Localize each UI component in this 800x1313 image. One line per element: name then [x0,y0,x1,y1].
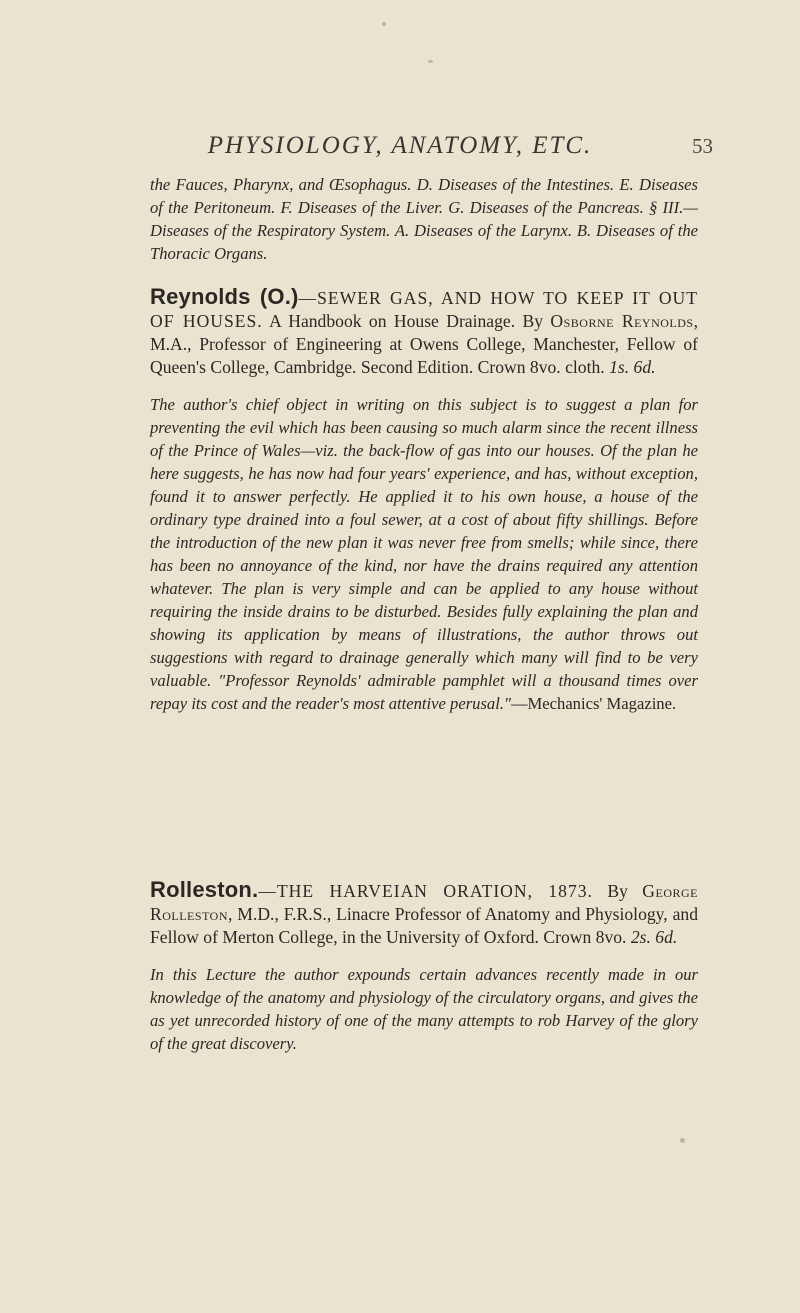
entry-heading [150,285,698,379]
ink-speck [428,60,433,63]
entry-description: By [592,881,643,901]
entry-review [150,393,698,715]
entry-reynolds [150,285,698,715]
entry-description: A Handbook on House Drainage. By [262,311,551,331]
ink-speck [680,1138,685,1143]
entry-description: , M.A., Professor of Engineering at Owens College, Manchester, Fellow of Queen's College, Cambridge. Second Edition. Crown 8vo. cloth. [150,311,698,377]
entry-price: 1s. 6d. [609,357,656,377]
entry-title: —SEWER GAS, AND HOW TO KEEP IT OUT OF HOUSES. [150,288,698,331]
entry-price: 2s. 6d. [630,927,678,947]
entry-author: Rolleston. [150,877,259,902]
entry-review [150,963,698,1055]
continuation-text: the Fauces, Pharynx, and Œsophagus. D. Diseases of the Intestines. E. Diseases of the Peritoneum. F. Diseases of the Liver. G. Diseases of the Pancreas. § III.—Diseases of the Respiratory System. A. Diseases of the Larynx. B. Diseases of the Thoracic Organs. [150,175,698,263]
continuation-paragraph [150,173,698,265]
ink-speck [382,22,386,26]
entry-title: —THE HARVEIAN ORATION, 1873. [258,881,593,901]
review-source: —Mechanics' Magazine. [510,694,677,713]
entry-description: , M.D., F.R.S., Linacre Professor of Anatomy and Physiology, and Fellow of Merton College, in the University of Oxford. Crown 8vo. [150,904,698,947]
entry-heading [150,878,698,949]
entry-author-name: George Rolleston [150,881,698,924]
page-number: 53 [692,134,713,158]
entry-author-name: Osborne Reynolds [550,311,694,331]
review-text: In this Lecture the author expounds certain advances recently made in our knowledge of the anatomy and physiology of the circulatory organs, and gives the as yet unrecorded history of one of the many attempts to rob Harvey of the glory of the great discovery. [150,965,698,1053]
entry-author: Reynolds (O.) [150,284,299,309]
entry-rolleston [150,878,698,1055]
running-head: PHYSIOLOGY, ANATOMY, ETC. [207,132,593,159]
review-text: The author's chief object in writing on this subject is to suggest a plan for preventing the evil which has been causing so much alarm since the recent illness of the Prince of Wales—viz. the back-flow of gas into our houses. Of the plan he here suggests, he has now had four years' experience, and has, without exception, found it to answer perfectly. He applied it to his own house, a house of the ordinary type drained into a foul sewer, at a cost of about fifty shillings. Before the introduction of the new plan it was never free from smells; while since, there has been no annoyance of the kind, nor have the drains required any attention whatever. The plan is very simple and can be applied to any house without requiring the inside drains to be disturbed. Besides fully explaining the plan and showing its application by means of illustrations, the author throws out suggestions with regard to drainage generally which many will find to be very valuable. "Professor Reynolds' admirable pamphlet will a thousand times over repay its cost and the reader's most attentive perusal." [150,395,698,713]
